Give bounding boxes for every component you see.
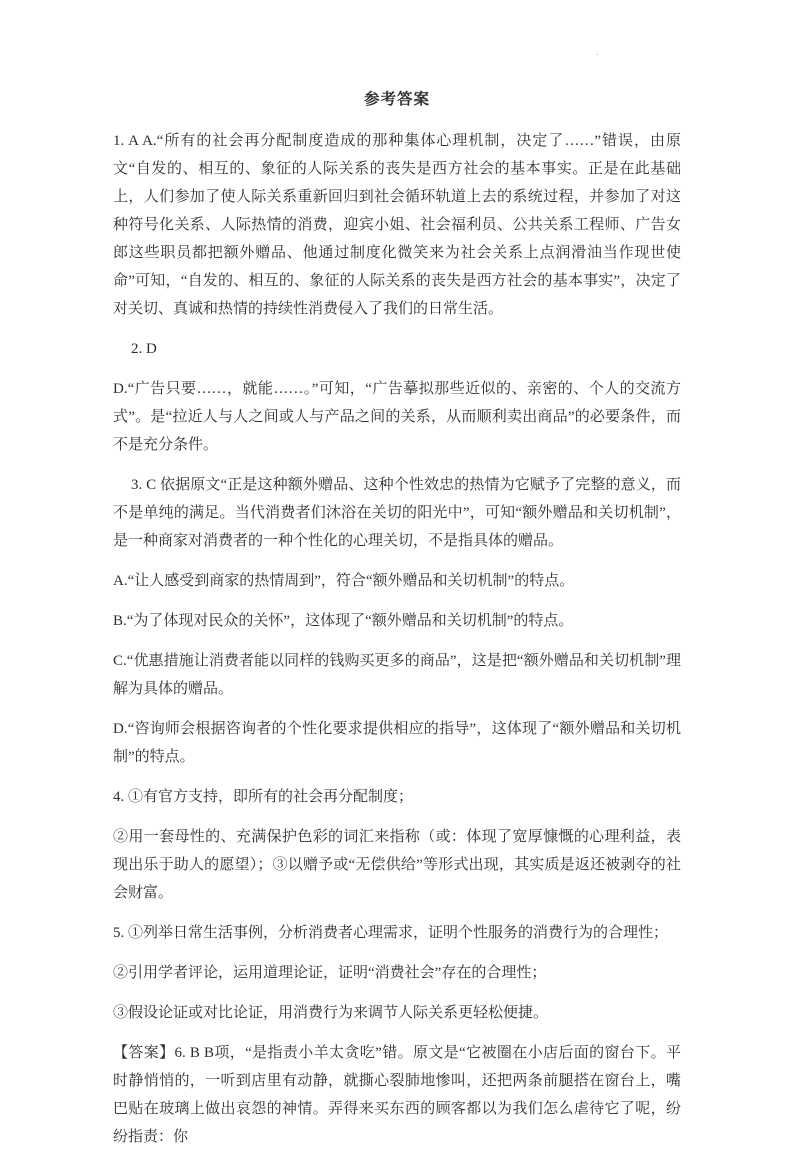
answer-paragraph-q6: 【答案】6. B B项，“是指责小羊太贪吃”错。原文是“它被圈在小店后面的窗台下。平时静悄悄的，一听到店里有动静，就撕心裂肺地惨叫，还把两条前腿搭在窗台上，嘴巴贴在玻璃上做出哀怨的神情。弄得来买东西的顾客都以为我们怎么虐待它了呢，纷纷指责：你	[113, 1045, 681, 1145]
answer-paragraph-q5-point2: ②引用学者评论，运用道理论证，证明“消费社会”存在的合理性；	[113, 965, 547, 981]
answer-paragraph-q3-option-b: B.“为了体现对民众的关怀”，这体现了“额外赠品和关切机制”的特点。	[113, 613, 574, 629]
answer-paragraph-q4-point1: 4. ①有官方支持，即所有的社会再分配制度；	[113, 789, 414, 805]
answer-paragraph-q5-point3: ③假设论证或对比论证，用消费行为来调节人际关系更轻松便捷。	[113, 1005, 549, 1021]
answer-paragraph-q3-option-c: C.“优惠措施让消费者能以同样的钱购买更多的商品”，这是把“额外赠品和关切机制”理解为具体的赠品。	[113, 653, 681, 697]
answer-paragraph-q1: 1. A A.“所有的社会再分配制度造成的那种集体心理机制，决定了……”错误，由原文“自发的、相互的、象征的人际关系的丧失是西方社会的基本事实。正是在此基础上，人们参加了使人际关系重新回归到社会循环轨道上去的系统过程，并参加了对这种符号化关系、人际热情的消费，迎宾小姐、社会福利员、公共关系工程师、广告女郎这些职员都把额外赠品、他通过制度化微笑来为社会关系上点润滑油当作现世使命”可知，“自发的、相互的、象征的人际关系的丧失是西方社会的基本事实”，决定了对关切、真诚和热情的持续性消费侵入了我们的日常生活。	[113, 133, 681, 317]
answer-paragraph-q2: 2. D	[131, 341, 157, 357]
answer-paragraph-q3-option-a: A.“让人感受到商家的热情周到”，符合“额外赠品和关切机制”的特点。	[113, 573, 575, 589]
corner-pencil-mark: ·	[595, 47, 601, 61]
answer-paragraph-q4-point2-3: ②用一套母性的、充满保护色彩的词汇来指称（或：体现了宽厚慷慨的心理利益，表现出乐于助人的愿望）；③以赠予或“无偿供给”等形式出现，其实质是返还被剥夺的社会财富。	[113, 829, 681, 901]
page-title: 参考答案	[363, 91, 430, 108]
answer-paragraph-q3: 3. C 依据原文“正是这种额外赠品、这种个性效忠的热情为它赋予了完整的意义，而不是单纯的满足。当代消费者们沐浴在关切的阳光中”，可知“额外赠品和关切机制”，是一种商家对消费者的一种个性化的心理关切，不是指具体的赠品。	[113, 477, 681, 549]
answer-paragraph-q3-option-d: D.“咨询师会根据咨询者的个性化要求提供相应的指导”，这体现了“额外赠品和关切机制”的特点。	[113, 721, 681, 765]
answer-paragraph-q2-explanation: D.“广告只要……，就能……。”可知，“广告摹拟那些近似的、亲密的、个人的交流方式”。是“拉近人与人之间或人与产品之间的关系，从而顺利卖出商品”的必要条件，而不是充分条件。	[113, 381, 681, 453]
answer-paragraph-q5-point1: 5. ①列举日常生活事例，分析消费者心理需求，证明个性服务的消费行为的合理性；	[113, 925, 669, 941]
